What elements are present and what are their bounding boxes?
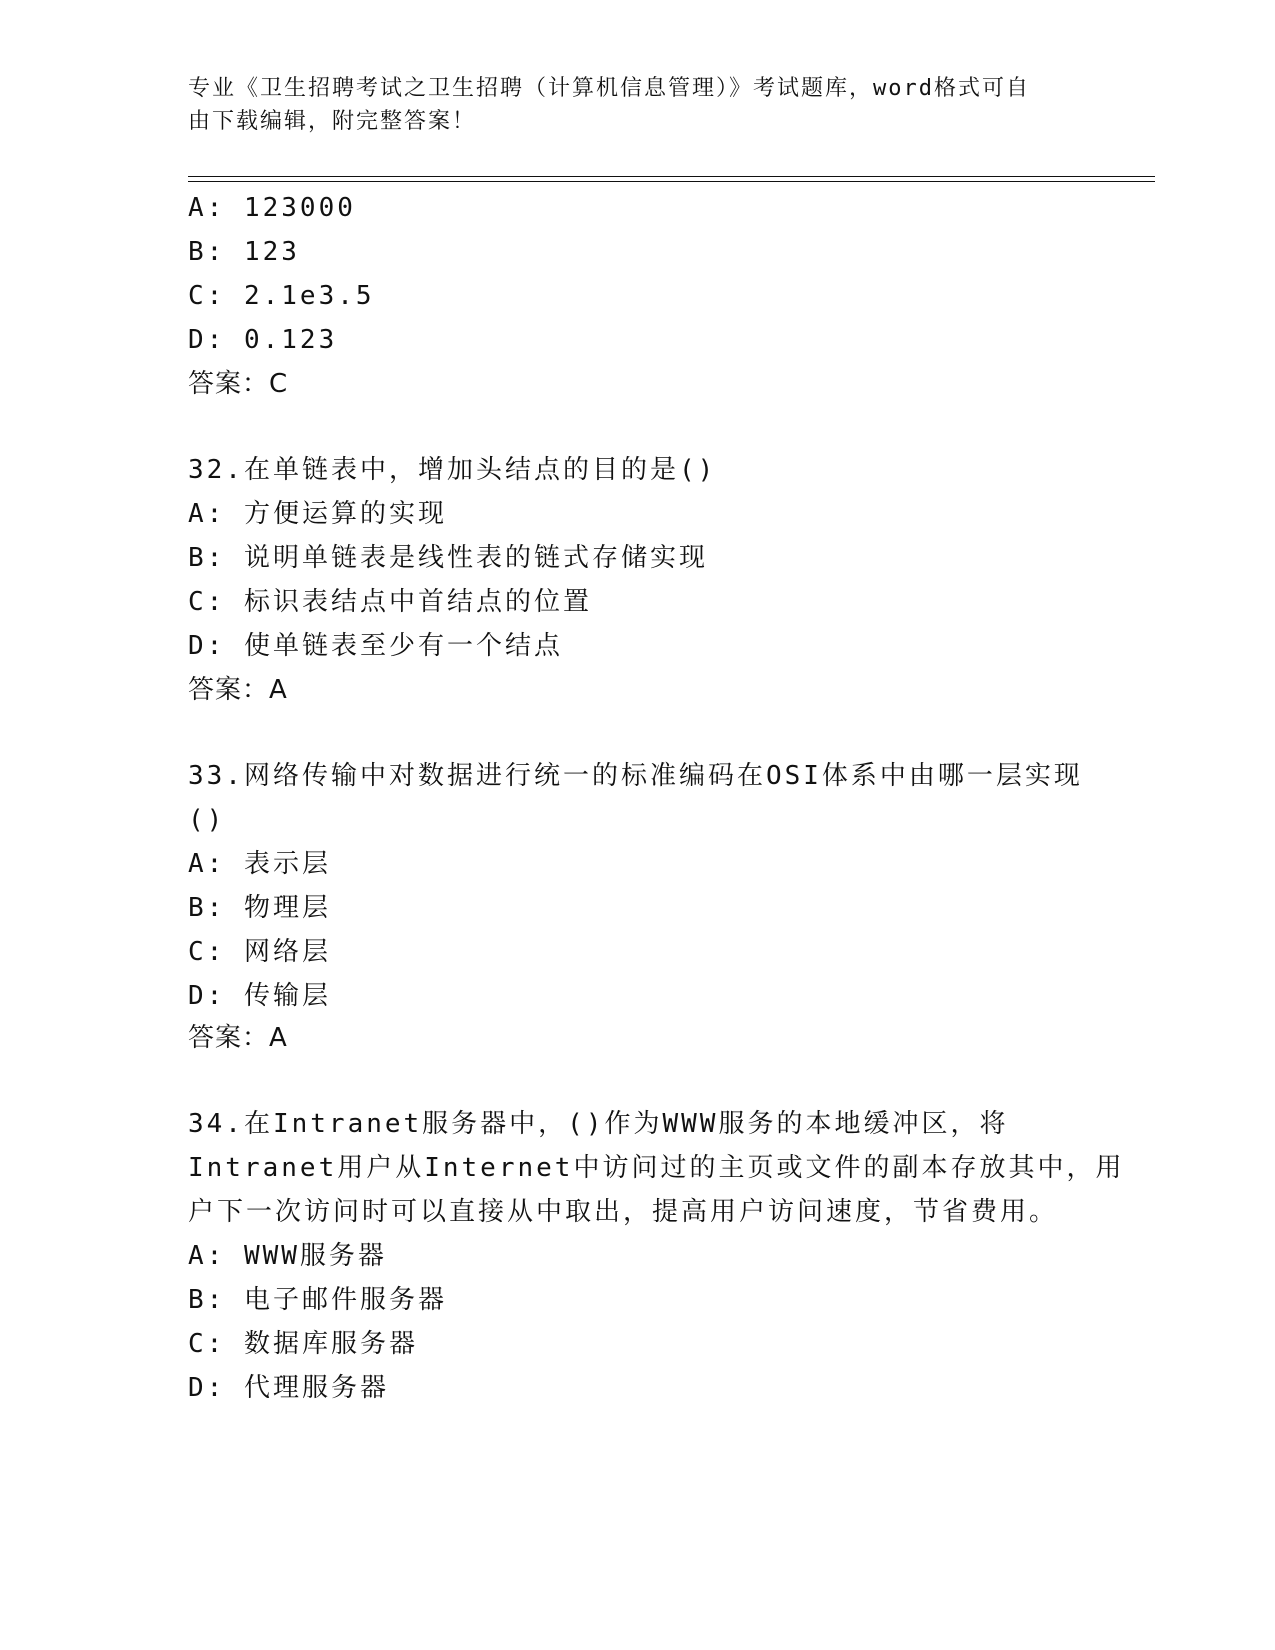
q34-option-b: B: 电子邮件服务器 <box>188 1285 447 1315</box>
q32-option-b: B: 说明单链表是线性表的链式存储实现 <box>188 543 708 573</box>
q33-option-d: D: 传输层 <box>188 981 331 1011</box>
q33-question-line-1: 33.网络传输中对数据进行统一的标准编码在OSI体系中由哪一层实现 <box>188 761 1083 791</box>
q33-option-a: A: 表示层 <box>188 849 331 879</box>
q34-option-a: A: WWW服务器 <box>188 1241 387 1271</box>
q32-option-d: D: 使单链表至少有一个结点 <box>188 631 563 661</box>
q31-answer: 答案：C <box>188 369 289 399</box>
q31-option-b: B: 123 <box>188 237 300 267</box>
document-header <box>188 72 1088 138</box>
header-divider-bottom <box>188 181 1155 182</box>
q34-option-c: C: 数据库服务器 <box>188 1329 418 1359</box>
q34-option-d: D: 代理服务器 <box>188 1373 389 1403</box>
q34-question-line-3: 户下一次访问时可以直接从中取出，提高用户访问速度，节省费用。 <box>188 1197 1059 1227</box>
header-divider-top <box>188 176 1155 177</box>
q31-option-d: D: 0.123 <box>188 325 338 355</box>
q34-question-line-1: 34.在Intranet服务器中，()作为WWW服务的本地缓冲区，将 <box>188 1109 1009 1139</box>
q33-question-line-2: () <box>188 805 226 835</box>
q33-option-c: C: 网络层 <box>188 937 331 967</box>
q32-option-c: C: 标识表结点中首结点的位置 <box>188 587 592 617</box>
q34-question-line-2: Intranet用户从Internet中访问过的主页或文件的副本存放其中，用 <box>188 1153 1125 1183</box>
header-line-2: 由下载编辑，附完整答案！ <box>188 109 477 134</box>
q33-option-b: B: 物理层 <box>188 893 331 923</box>
q32-question: 32.在单链表中，增加头结点的目的是() <box>188 455 717 485</box>
header-line-1: 专业《卫生招聘考试之卫生招聘（计算机信息管理）》考试题库，word格式可自 <box>188 76 1030 101</box>
q33-answer: 答案：A <box>188 1023 288 1053</box>
q31-option-a: A: 123000 <box>188 193 356 223</box>
q31-option-c: C: 2.1e3.5 <box>188 281 375 311</box>
q32-answer: 答案：A <box>188 675 288 705</box>
q32-option-a: A: 方便运算的实现 <box>188 499 447 529</box>
